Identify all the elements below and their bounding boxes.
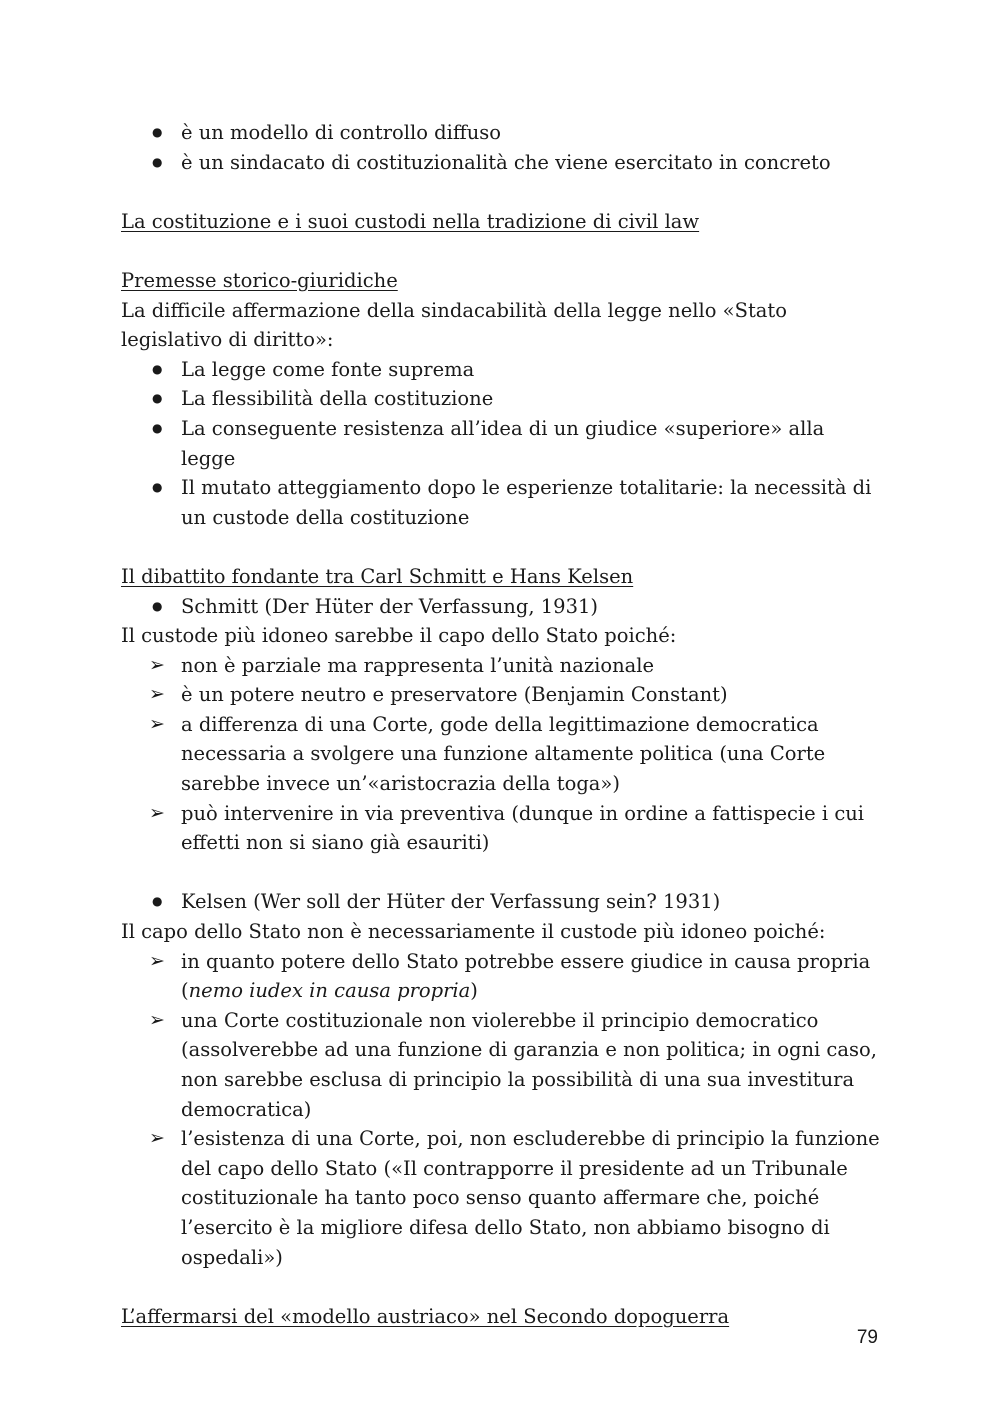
latin-maxim: nemo iudex in causa propria [188, 979, 471, 1003]
list-item: ➢ l’esistenza di una Corte, poi, non escluderebbe di principio la funzione del capo dello Stato («Il contrapporre il presidente ad un Tribunale costituzionale ha tanto poco senso quanto affermare che, poiché l’esercito è la migliore difesa dello Stato, non abbiamo bisogno di ospedali») [121, 1124, 881, 1272]
arrow-icon: ➢ [149, 801, 165, 824]
document-body [121, 118, 881, 1331]
schmitt-text: Il custode più idoneo sarebbe il capo dello Stato poiché: [121, 624, 677, 648]
list-item: ➢ in quanto potere dello Stato potrebbe essere giudice in causa propria (nemo iudex in causa propria) [121, 947, 881, 1006]
list-item: ➢ non è parziale ma rappresenta l’unità nazionale [121, 651, 881, 681]
list-item: ➢ è un potere neutro e preservatore (Benjamin Constant) [121, 680, 881, 710]
list-item: ● La conseguente resistenza all’idea di un giudice «superiore» alla legge [121, 414, 881, 473]
bullet-icon: ● [152, 894, 163, 909]
bullet-icon: ● [152, 420, 163, 435]
bullet-icon: ● [152, 361, 163, 376]
premesse-text: La difficile affermazione della sindacabilità della legge nello «Stato legislativo di diritto»: [121, 298, 787, 352]
bullet-icon: ● [152, 154, 163, 169]
spacer [121, 532, 881, 562]
section-heading-modello-austriaco: L’affermarsi del «modello austriaco» nel Secondo dopoguerra [121, 1304, 730, 1328]
kelsen-arrow-list [121, 947, 881, 1273]
list-item: ● Il mutato atteggiamento dopo le esperienze totalitarie: la necessità di un custode della costituzione [121, 473, 881, 532]
spacer [121, 177, 881, 207]
spacer [121, 236, 881, 266]
arrow-icon: ➢ [149, 1008, 165, 1031]
arrow-icon: ➢ [149, 683, 165, 706]
spacer [121, 858, 881, 888]
arrow-icon: ➢ [149, 949, 165, 972]
kelsen-text: Il capo dello Stato non è necessariamente il custode più idoneo poiché: [121, 920, 826, 944]
list-item: ● Kelsen (Wer soll der Hüter der Verfassung sein? 1931) [121, 887, 881, 917]
kelsen-bullet-list [121, 887, 881, 917]
arrow-icon: ➢ [149, 653, 165, 676]
list-item: ➢ una Corte costituzionale non violerebbe il principio democratico (assolverebbe ad una funzione di garanzia e non politica; in ogni caso, non sarebbe esclusa di principio la possibilità di una sua investitura democratica) [121, 1006, 881, 1124]
subheading-dibattito: Il dibattito fondante tra Carl Schmitt e Hans Kelsen [121, 564, 634, 588]
list-item: ● La flessibilità della costituzione [121, 384, 881, 414]
arrow-icon: ➢ [149, 1127, 165, 1150]
list-item: ➢ a differenza di una Corte, gode della legittimazione democratica necessaria a svolgere una funzione altamente politica (una Corte sarebbe invece un’«aristocrazia della toga») [121, 710, 881, 799]
bullet-icon: ● [152, 598, 163, 613]
schmitt-bullet-list [121, 592, 881, 622]
bullet-icon: ● [152, 125, 163, 139]
list-item: ● La legge come fonte suprema [121, 355, 881, 385]
schmitt-arrow-list [121, 651, 881, 858]
arrow-icon: ➢ [149, 712, 165, 735]
bullet-icon: ● [152, 480, 163, 495]
list-item: ● è un modello di controllo diffuso [121, 118, 881, 148]
intro-bullet-list [121, 118, 881, 177]
page-number: 79 [856, 1327, 878, 1348]
premesse-bullet-list [121, 355, 881, 533]
list-item: ● Schmitt (Der Hüter der Verfassung, 1931) [121, 592, 881, 622]
list-item: ➢ può intervenire in via preventiva (dunque in ordine a fattispecie i cui effetti non si siano già esauriti) [121, 799, 881, 858]
spacer [121, 1272, 881, 1302]
bullet-icon: ● [152, 391, 163, 406]
section-heading-civil-law: La costituzione e i suoi custodi nella tradizione di civil law [121, 209, 700, 233]
list-item: ● è un sindacato di costituzionalità che viene esercitato in concreto [121, 148, 881, 178]
subheading-premesse: Premesse storico-giuridiche [121, 268, 398, 292]
